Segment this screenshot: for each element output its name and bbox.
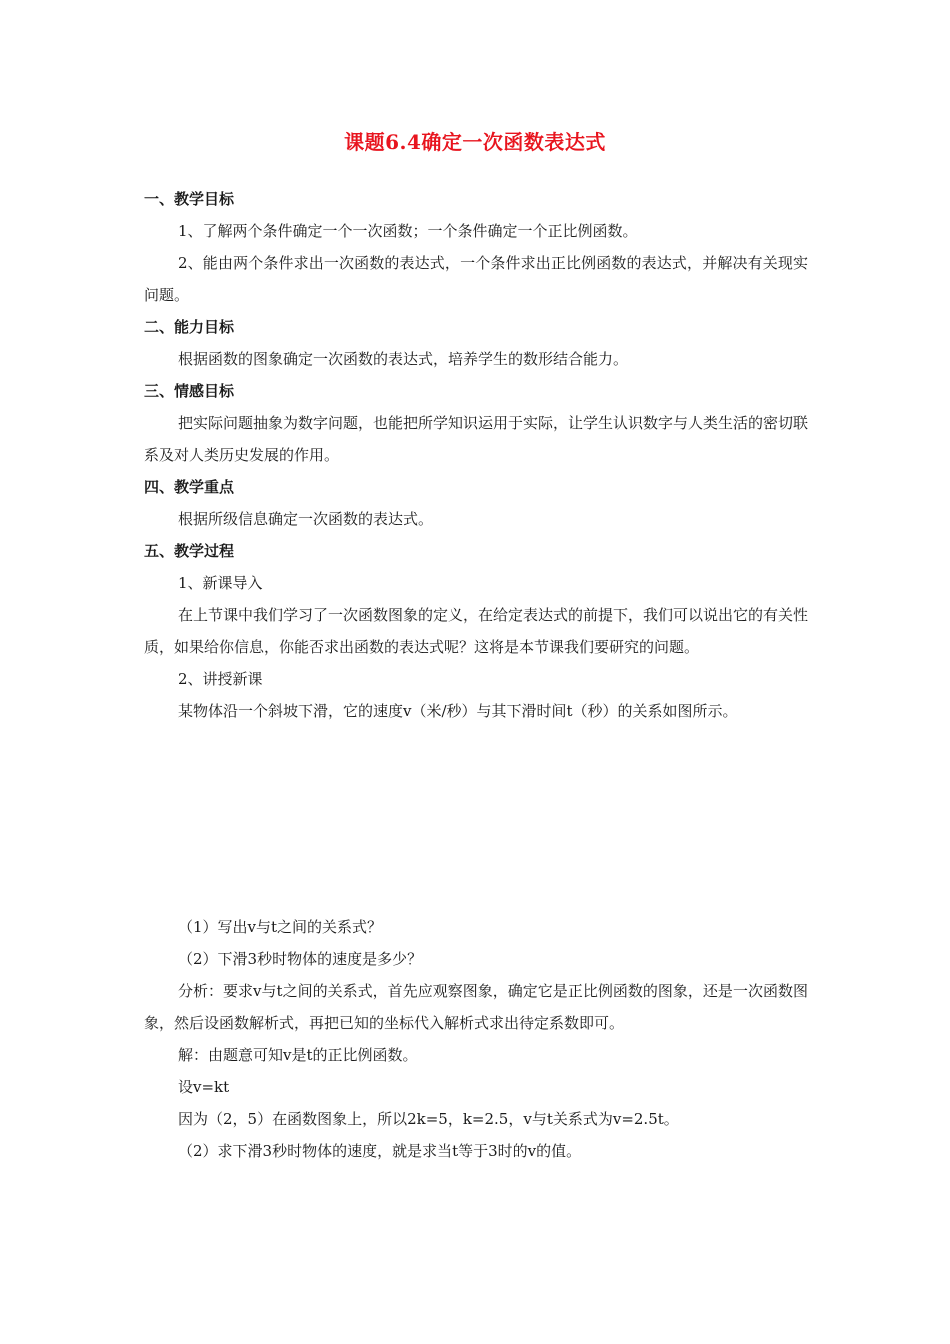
- document-body: [144, 183, 808, 1167]
- question-2: （2）下滑3秒时物体的速度是多少？: [178, 950, 423, 968]
- section-heading-ability-goals: 二、能力目标: [144, 318, 235, 336]
- section-heading-emotional-goals: 三、情感目标: [144, 382, 235, 400]
- paragraph: 某物体沿一个斜坡下滑，它的速度v（米/秒）与其下滑时间t（秒）的关系如图所示。: [178, 702, 738, 720]
- paragraph: 根据函数的图象确定一次函数的表达式，培养学生的数形结合能力。: [178, 350, 629, 368]
- subheading-new-lesson: 2、讲授新课: [178, 670, 263, 688]
- question-1: （1）写出v与t之间的关系式？: [178, 918, 383, 936]
- solution-line: 因为（2，5）在函数图象上，所以2k=5，k=2.5，v与t关系式为v=2.5t。: [178, 1110, 679, 1128]
- section-heading-key-points: 四、教学重点: [144, 478, 235, 496]
- paragraph: 2、能由两个条件求出一次函数的表达式，一个条件求出正比例函数的表达式，并解决有关现实问题。: [144, 254, 808, 304]
- document-title: 课题6.4确定一次函数表达式: [344, 130, 606, 154]
- figure-placeholder: [144, 727, 808, 911]
- paragraph: 根据所级信息确定一次函数的表达式。: [178, 510, 434, 528]
- section-heading-teaching-goals: 一、教学目标: [144, 190, 235, 208]
- solution-line: 解：由题意可知v是t的正比例函数。: [178, 1046, 418, 1064]
- paragraph: 在上节课中我们学习了一次函数图象的定义，在给定表达式的前提下，我们可以说出它的有关性质，如果给你信息，你能否求出函数的表达式呢？这将是本节课我们要研究的问题。: [144, 606, 809, 656]
- solution-line: （2）求下滑3秒时物体的速度，就是求当t等于3时的v的值。: [178, 1142, 582, 1160]
- paragraph: 把实际问题抽象为数字问题，也能把所学知识运用于实际，让学生认识数字与人类生活的密切联系及对人类历史发展的作用。: [144, 414, 809, 464]
- subheading-intro: 1、新课导入: [178, 574, 263, 592]
- solution-line: 设v=kt: [178, 1078, 230, 1096]
- analysis-paragraph: 分析：要求v与t之间的关系式，首先应观察图象，确定它是正比例函数的图象，还是一次函数图象，然后设函数解析式，再把已知的坐标代入解析式求出待定系数即可。: [144, 982, 808, 1032]
- paragraph: 1、了解两个条件确定一个一次函数；一个条件确定一个正比例函数。: [178, 222, 638, 240]
- section-heading-teaching-process: 五、教学过程: [144, 542, 235, 560]
